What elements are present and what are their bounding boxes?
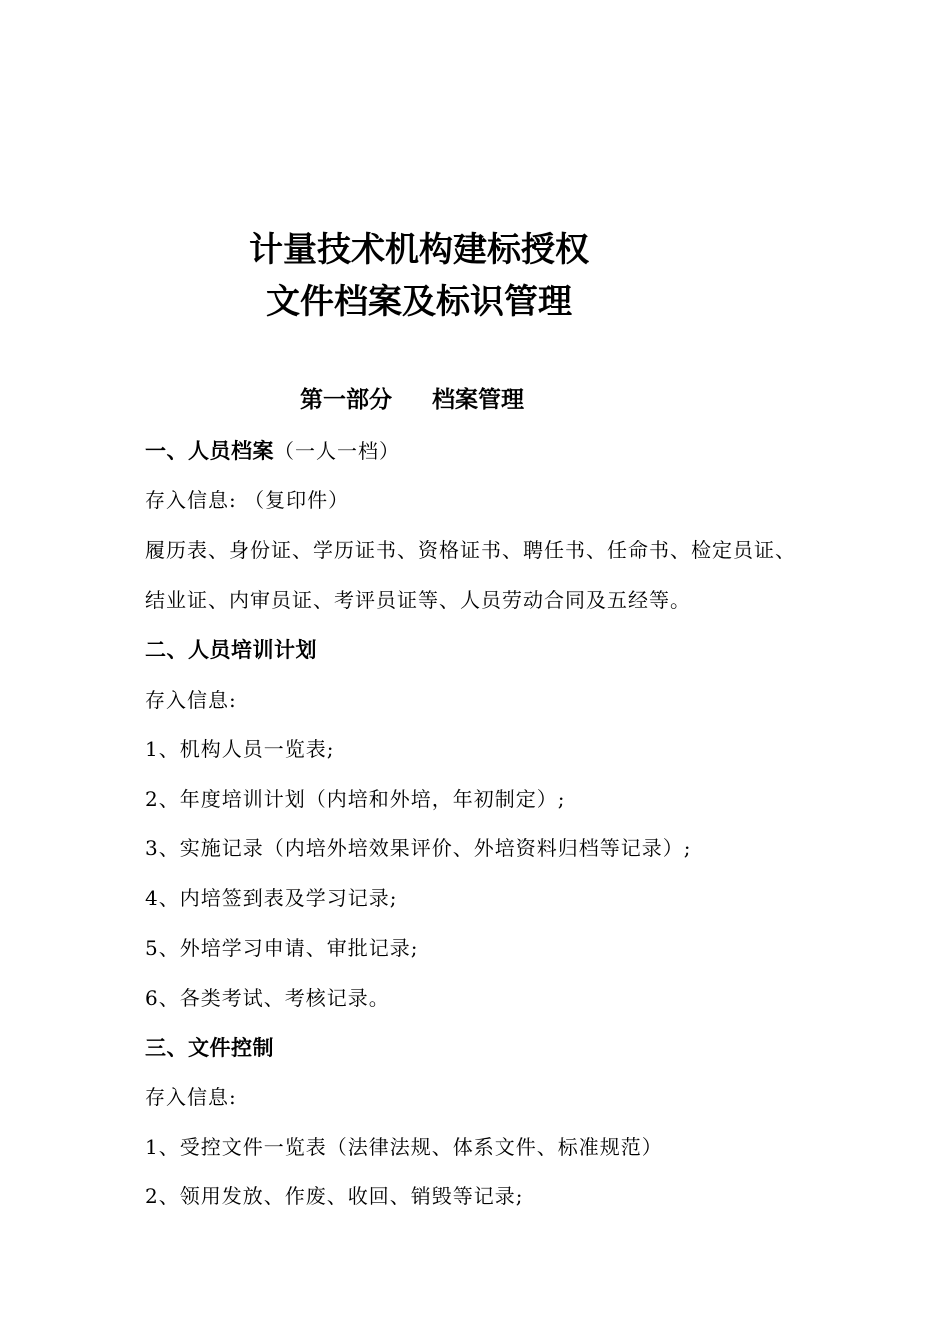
section-line: 结业证、内审员证、考评员证等、人员劳动合同及五经等。: [145, 588, 691, 612]
section-line: 1、机构人员一览表;: [145, 737, 335, 761]
document-title-line-2: 文件档案及标识管理: [266, 282, 572, 322]
section-line: 1、受控文件一览表（法律法规、体系文件、标准规范）: [145, 1135, 663, 1159]
section-line: 4、内培签到表及学习记录;: [145, 886, 398, 910]
section-heading: [145, 636, 317, 664]
section-heading-text: 二、人员培训计划: [145, 638, 317, 662]
section-line: 6、各类考试、考核记录。: [145, 986, 390, 1010]
section-line: 存入信息:: [145, 688, 237, 712]
section-line: 履历表、身份证、学历证书、资格证书、聘任书、任命书、检定员证、: [145, 538, 796, 562]
section-line: 3、实施记录（内培外培效果评价、外培资料归档等记录）;: [145, 836, 692, 860]
section-heading-text: 三、文件控制: [145, 1036, 274, 1060]
section-line: 存入信息:: [145, 1085, 237, 1109]
section-heading: [145, 1034, 274, 1062]
part-heading: [300, 385, 524, 415]
section-line: 5、外培学习申请、审批记录;: [145, 936, 419, 960]
section-heading-text: 一、人员档案: [145, 439, 274, 463]
section-line: 2、领用发放、作废、收回、销毁等记录;: [145, 1184, 524, 1208]
document-title-line-1: 计量技术机构建标授权: [249, 230, 589, 270]
section-heading-note: （一人一档）: [274, 439, 400, 463]
section-line: 存入信息: （复印件）: [145, 488, 350, 512]
section-line: 2、年度培训计划（内培和外培，年初制定）;: [145, 787, 566, 811]
section-heading: [145, 437, 400, 465]
part-name: 档案管理: [432, 387, 524, 413]
part-number: 第一部分: [300, 387, 392, 413]
